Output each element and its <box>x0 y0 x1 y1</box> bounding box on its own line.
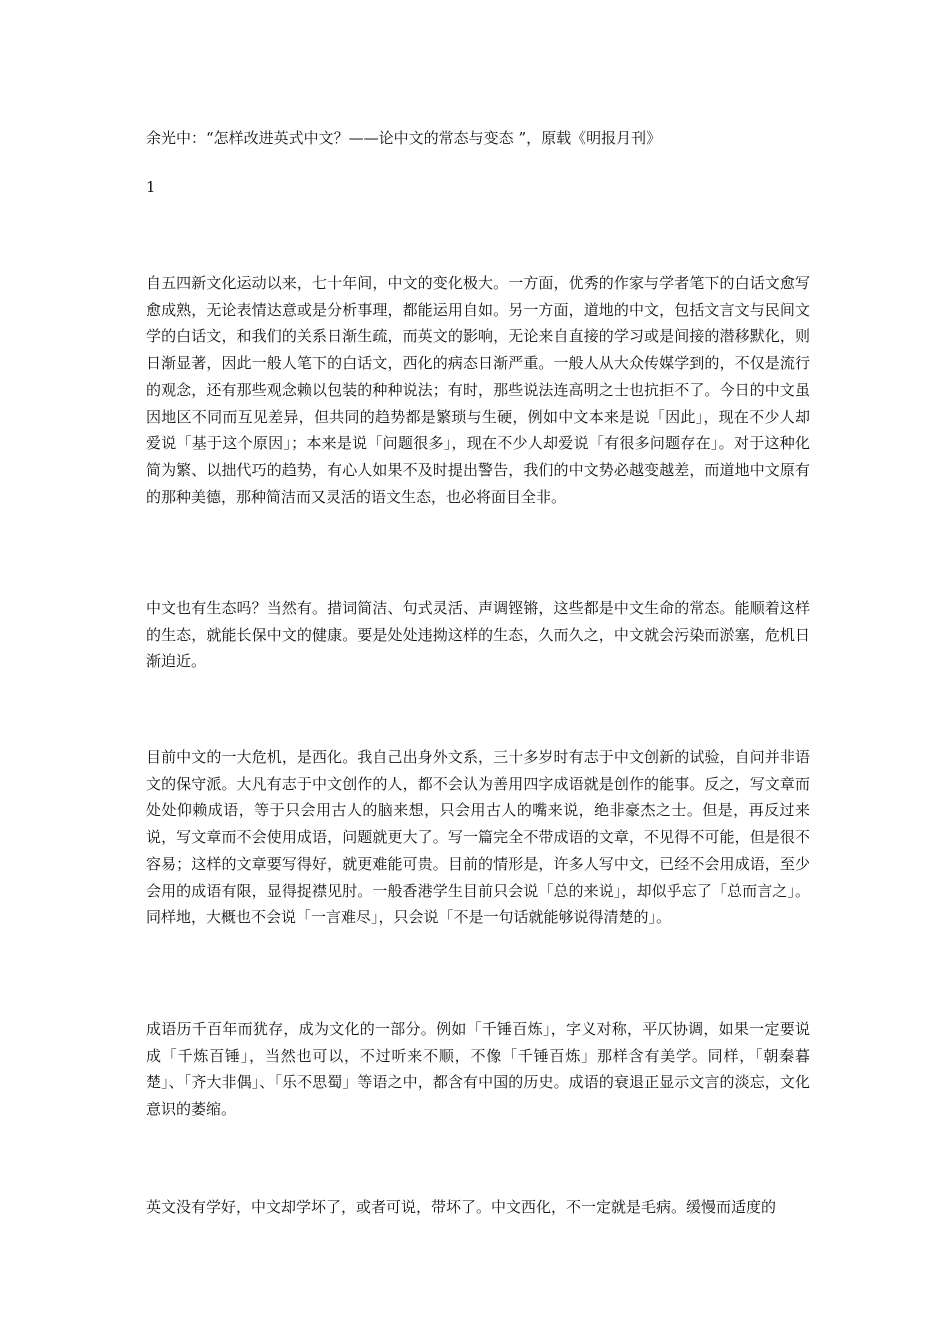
paragraph-4: 成语历千百年而犹存，成为文化的一部分。例如「千锤百炼」，字义对称，平仄协调，如果一定要说成「千炼百锤」，当然也可以，不过听来不顺，不像「千锤百炼」那样含有美学。同样，「朝秦暮楚」、「齐大非偶」、「乐不思蜀」等语之中，都含有中国的历史。成语的衰退正显示文言的淡忘，文化意识的萎缩。 <box>146 1020 810 1119</box>
document-title: 余光中：“怎样改进英式中文？——论中文的常态与变态 ”，原载《明报月刊》 <box>146 129 662 147</box>
paragraph-5: 英文没有学好，中文却学坏了，或者可说，带坏了。中文西化，不一定就是毛病。缓慢而适度的 <box>146 1198 777 1216</box>
page-number: 1 <box>146 178 156 196</box>
paragraph-1: 自五四新文化运动以来，七十年间，中文的变化极大。一方面，优秀的作家与学者笔下的白话文愈写愈成熟，无论表情达意或是分析事理，都能运用自如。另一方面，道地的中文，包括文言文与民间文学的白话文，和我们的关系日渐生疏，而英文的影响，无论来自直接的学习或是间接的潜移默化，则日渐显著，因此一般人笔下的白话文，西化的病态日渐严重。一般人从大众传媒学到的，不仅是流行的观念，还有那些观念赖以包装的种种说法；有时，那些说法连高明之士也抗拒不了。今日的中文虽因地区不同而互见差异，但共同的趋势都是繁琐与生硬，例如中文本来是说「因此」，现在不少人却爱说「基于这个原因」；本来是说「问题很多」，现在不少人却爱说「有很多问题存在」。对于这种化简为繁、以拙代巧的趋势，有心人如果不及时提出警告，我们的中文势必越变越差，而道地中文原有的那种美德，那种简洁而又灵活的语文生态，也必将面目全非。 <box>146 274 810 506</box>
paragraph-2: 中文也有生态吗？当然有。措词简洁、句式灵活、声调铿锵，这些都是中文生命的常态。能顺着这样的生态，就能长保中文的健康。要是处处违拗这样的生态，久而久之，中文就会污染而淤塞，危机日渐迫近。 <box>146 599 810 671</box>
paragraph-3: 目前中文的一大危机，是西化。我自己出身外文系，三十多岁时有志于中文创新的试验，自问并非语文的保守派。大凡有志于中文创作的人，都不会认为善用四字成语就是创作的能事。反之，写文章而处处仰赖成语，等于只会用古人的脑来想，只会用古人的嘴来说，绝非豪杰之士。但是，再反过来说，写文章而不会使用成语，问题就更大了。写一篇完全不带成语的文章，不见得不可能，但是很不容易；这样的文章要写得好，就更难能可贵。目前的情形是，许多人写中文，已经不会用成语，至少会用的成语有限，显得捉襟见肘。一般香港学生目前只会说「总的来说」，却似乎忘了「总而言之」。同样地，大概也不会说「一言难尽」，只会说「不是一句话就能够说得清楚的」。 <box>146 748 810 927</box>
